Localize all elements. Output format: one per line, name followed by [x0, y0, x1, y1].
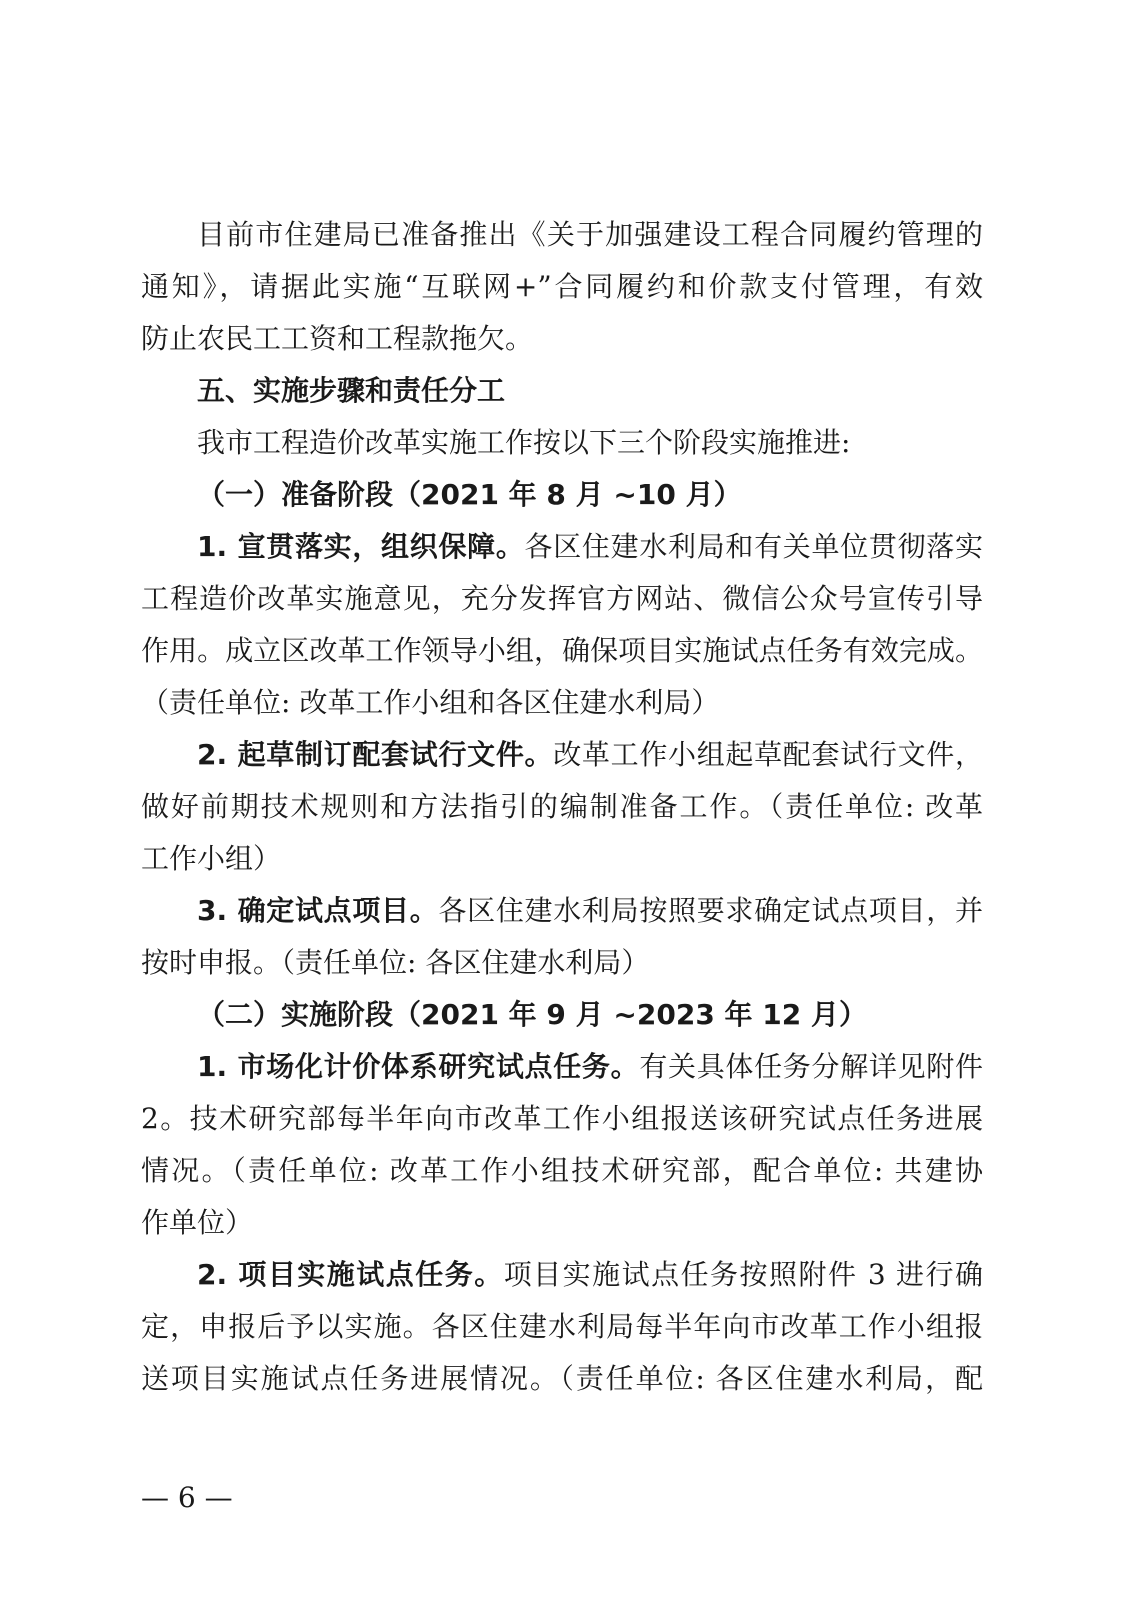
task-item	[141, 521, 983, 729]
task-item	[141, 1041, 983, 1249]
document-body	[141, 209, 983, 1405]
section-intro: 我市工程造价改革实施工作按以下三个阶段实施推进:	[197, 426, 851, 459]
task-item	[141, 1249, 983, 1405]
paragraph-line: 目前市住建局已准备推出《关于加强建设工程合同履约管理的	[197, 218, 983, 251]
paragraph-line	[141, 885, 983, 937]
paragraph-line	[141, 729, 983, 781]
task-title: 3. 确定试点项目。	[197, 894, 439, 927]
task-text: 有关具体任务分解详见附件	[639, 1050, 983, 1083]
paragraph-line	[141, 1041, 983, 1093]
task-item	[141, 729, 983, 885]
paragraph-line: 作用。成立区改革工作领导小组，确保项目实施试点任务有效完成。	[141, 634, 983, 667]
phase-heading: （二）实施阶段（2021 年 9 月 ~2023 年 12 月）	[197, 998, 868, 1031]
paragraph-line	[141, 521, 983, 573]
task-text: 各区住建水利局按照要求确定试点项目，并	[438, 894, 983, 927]
paragraph-line: 通知》，请据此实施“互联网+”合同履约和价款支付管理，有效	[141, 270, 983, 303]
task-title: 2. 项目实施试点任务。	[197, 1258, 504, 1291]
paragraph-intro	[141, 209, 983, 365]
paragraph-line: 按时申报。（责任单位: 各区住建水利局）	[141, 946, 650, 979]
paragraph-line: （责任单位: 改革工作小组和各区住建水利局）	[141, 686, 720, 719]
phase-heading: （一）准备阶段（2021 年 8 月 ~10 月）	[197, 478, 742, 511]
paragraph-line: 做好前期技术规则和方法指引的编制准备工作。（责任单位: 改革	[141, 790, 983, 823]
paragraph-line: 2。技术研究部每半年向市改革工作小组报送该研究试点任务进展	[141, 1102, 983, 1135]
paragraph-line	[141, 1249, 983, 1301]
task-text: 项目实施试点任务按照附件 3 进行确	[503, 1258, 983, 1291]
paragraph-line: 工作小组）	[141, 842, 282, 875]
paragraph-line: 作单位）	[141, 1206, 254, 1239]
task-text: 各区住建水利局和有关单位贯彻落实	[524, 530, 983, 563]
task-title: 1. 市场化计价体系研究试点任务。	[197, 1050, 640, 1083]
page-number: — 6 —	[141, 1481, 233, 1514]
task-text: 改革工作小组起草配套试行文件，	[553, 738, 983, 771]
paragraph-line: 情况。（责任单位: 改革工作小组技术研究部，配合单位: 共建协	[141, 1154, 983, 1187]
paragraph-line: 防止农民工工资和工程款拖欠。	[141, 322, 534, 355]
paragraph-line: 工程造价改革实施意见，充分发挥官方网站、微信公众号宣传引导	[141, 582, 983, 615]
task-item	[141, 885, 983, 989]
paragraph-line: 送项目实施试点任务进展情况。（责任单位: 各区住建水利局，配	[141, 1362, 983, 1395]
task-title: 1. 宣贯落实，组织保障。	[197, 530, 525, 563]
section-heading: 五、实施步骤和责任分工	[197, 374, 506, 407]
paragraph-line: 定，申报后予以实施。各区住建水利局每半年向市改革工作小组报	[141, 1310, 983, 1343]
task-title: 2. 起草制订配套试行文件。	[197, 738, 554, 771]
